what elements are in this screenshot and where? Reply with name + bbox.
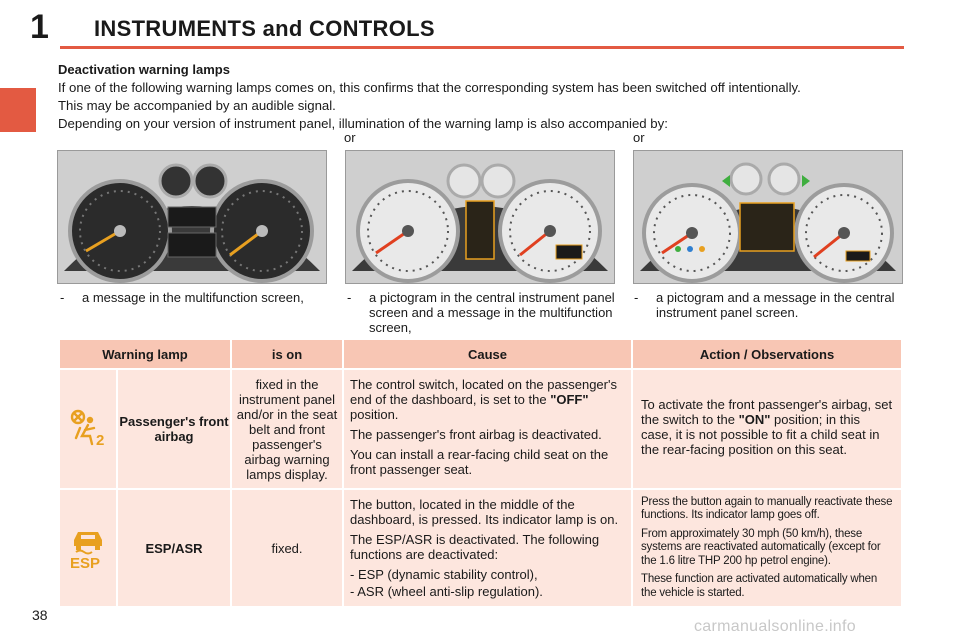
caption-dash: - bbox=[634, 290, 639, 305]
caption-dash: - bbox=[347, 290, 352, 305]
svg-text:2: 2 bbox=[96, 431, 105, 448]
cause-paragraph: The button, located in the middle of the dashboard, is pressed. Its indicator lamp is on. bbox=[350, 497, 619, 527]
table-header-row bbox=[60, 340, 901, 368]
instrument-panel-image-1 bbox=[57, 150, 327, 284]
cause-paragraph: You can install a rear-facing child seat on the front passenger seat. bbox=[350, 446, 609, 477]
column-header-warning-lamp: Warning lamp bbox=[60, 340, 230, 368]
chapter-side-tab bbox=[0, 88, 36, 132]
lamp-name-esp-asr: ESP/ASR bbox=[118, 490, 230, 606]
table-row bbox=[60, 490, 901, 606]
section-heading: Deactivation warning lamps bbox=[58, 62, 230, 77]
action-paragraph: From approximately 30 mph (50 km/h), these systems are reactivated automatically (except for the 1.6 litre THP 200 hp petrol engine). bbox=[641, 527, 881, 567]
cause-list-item: - ASR (wheel anti-slip regulation). bbox=[350, 584, 543, 599]
esp-asr-off-icon bbox=[68, 524, 108, 570]
is-on-esp-asr: fixed. bbox=[232, 490, 342, 606]
cause-list-item: - ESP (dynamic stability control), bbox=[350, 567, 538, 582]
header-rule bbox=[60, 46, 904, 49]
intro-line-2: This may be accompanied by an audible signal. bbox=[58, 98, 336, 113]
or-label: or bbox=[633, 130, 645, 145]
action-passenger-airbag bbox=[633, 370, 901, 488]
action-paragraph: To activate the front passenger's airbag, set the switch to the "ON" position; in this case, it is not possible to fit a child seat in the rear-facing position on this seat. bbox=[641, 396, 893, 457]
lamp-name-passenger-airbag: Passenger's front airbag bbox=[118, 370, 230, 488]
column-header-cause: Cause bbox=[344, 340, 631, 368]
caption-2 bbox=[347, 290, 619, 335]
chapter-title: INSTRUMENTS and CONTROLS bbox=[94, 16, 435, 41]
passenger-airbag-off-icon bbox=[68, 408, 108, 448]
cause-paragraph: The passenger's front airbag is deactivated. bbox=[350, 426, 602, 442]
action-paragraph: Press the button again to manually reactivate these functions. Its indicator lamp goes off. bbox=[641, 495, 893, 522]
page-number: 38 bbox=[32, 607, 48, 623]
caption-text: a pictogram and a message in the central instrument panel screen. bbox=[656, 290, 895, 320]
column-header-action: Action / Observations bbox=[633, 340, 901, 368]
caption-dash: - bbox=[60, 290, 65, 305]
caption-1 bbox=[60, 290, 320, 305]
table-row bbox=[60, 370, 901, 488]
action-paragraph: These function are activated automatically when the vehicle is started. bbox=[641, 573, 878, 599]
warning-lamp-table bbox=[58, 338, 903, 608]
intro-line-1: If one of the following warning lamps comes on, this confirms that the corresponding system has been switched off intentionally. bbox=[58, 80, 801, 95]
cause-passenger-airbag bbox=[344, 370, 631, 488]
cause-paragraph: The control switch, located on the passenger's end of the dashboard, is set to the "OFF" position. bbox=[350, 376, 617, 422]
chapter-number: 1 bbox=[30, 8, 49, 46]
caption-text: a message in the multifunction screen, bbox=[82, 290, 304, 305]
caption-3 bbox=[634, 290, 902, 320]
watermark: carmanualsonline.info bbox=[694, 618, 856, 635]
action-esp-asr bbox=[633, 490, 901, 606]
cause-esp-asr bbox=[344, 490, 631, 606]
instrument-panel-image-3 bbox=[633, 150, 903, 284]
or-label: or bbox=[344, 130, 356, 145]
cause-paragraph: The ESP/ASR is deactivated. The following functions are deactivated: bbox=[350, 532, 600, 562]
is-on-passenger-airbag: fixed in the instrument panel and/or in the seat belt and front passenger's airbag warning lamps display. bbox=[232, 370, 342, 488]
svg-text:ESP: ESP bbox=[70, 554, 101, 570]
intro-line-3: Depending on your version of instrument panel, illumination of the warning lamp is also accompanied by: bbox=[58, 116, 668, 131]
intro-text bbox=[58, 61, 908, 133]
caption-text: a pictogram in the central instrument panel screen and a message in the multifunction screen, bbox=[369, 290, 615, 335]
icon-cell bbox=[60, 370, 116, 488]
column-header-is-on: is on bbox=[232, 340, 342, 368]
icon-cell bbox=[60, 490, 116, 606]
instrument-panel-image-2 bbox=[345, 150, 615, 284]
